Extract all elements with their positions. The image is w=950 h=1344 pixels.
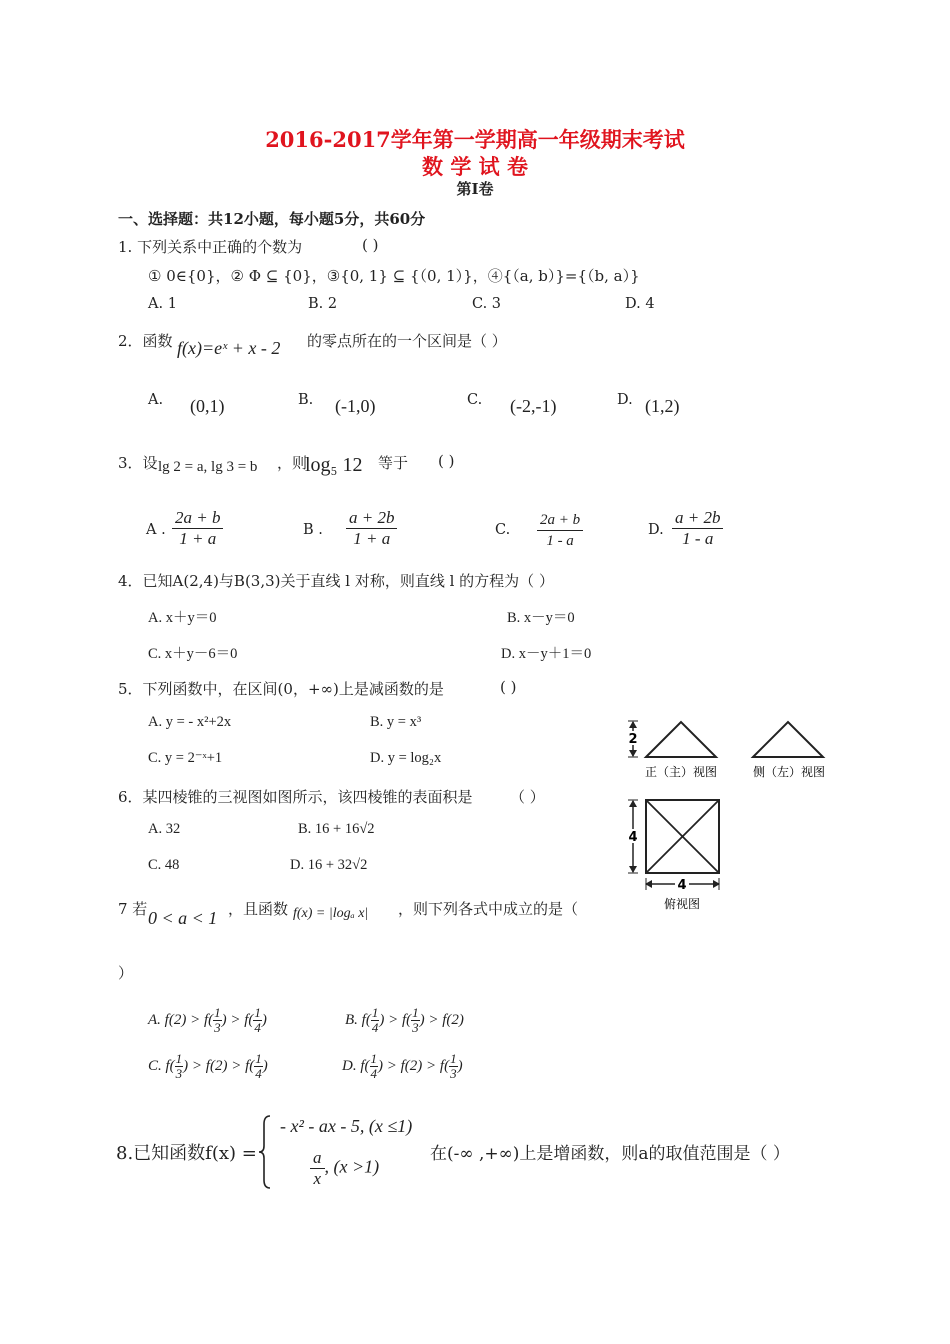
q2-interval-d: (1,2) [645, 396, 680, 416]
q7-b-num2: 1 [412, 1005, 419, 1020]
q4-stem: 4．已知A(2,4)与B(3,3)关于直线 l 对称，则直线 l 的方程为（ ） [118, 572, 554, 590]
q7-a-num2: 1 [254, 1005, 261, 1020]
q7-b-part: ) > f( [379, 1011, 412, 1028]
q7-condition: 0 < a < 1 [148, 908, 218, 928]
q2-formula: f(x)=eˣ + x - 2 [177, 338, 281, 358]
q4-option-a: A. x＋y＝0 [148, 610, 217, 626]
q3-expr: log₅ 12 [305, 454, 363, 476]
q3-option-b-fraction [346, 508, 397, 549]
q6-option-b: B. 16 + 16√2 [298, 821, 375, 837]
q7-c-num1: 1 [175, 1051, 183, 1066]
q7-b-den1: 4 [371, 1020, 379, 1035]
arrow-down-icon [629, 750, 637, 757]
q7-option-d [342, 1052, 463, 1081]
q8-case2-denominator: x [313, 1169, 322, 1188]
q5-option-b: B. y = x³ [370, 714, 422, 730]
q3-a-denominator: 1 + a [179, 529, 217, 548]
q7-a-part: ) > f( [221, 1011, 254, 1028]
front-view-label: 正（主）视图 [644, 765, 718, 779]
q3-label-d: D. [648, 522, 664, 538]
q7-b-num1: 1 [371, 1005, 379, 1020]
q7-a-part: ) [261, 1011, 267, 1028]
arrow-up-icon [629, 800, 637, 807]
q7-a-den2: 4 [254, 1020, 261, 1035]
q3-b-numerator: a + 2b [346, 508, 397, 529]
q3-paren: ( ) [438, 452, 455, 470]
q7-b-part: ) > f(2) [419, 1011, 464, 1028]
front-view-triangle [646, 722, 716, 757]
q1-option-b: B. 2 [308, 296, 338, 312]
q3-stem-pre: 3．设 [118, 454, 158, 472]
q3-d-denominator: 1 - a [682, 529, 714, 548]
q1-option-d: D. 4 [625, 296, 655, 312]
q8-case2-condition: , (x >1) [324, 1156, 380, 1177]
q2-interval-b: (-1,0) [335, 396, 376, 416]
q1-option-a: A. 1 [148, 296, 177, 312]
q6-option-c: C. 48 [148, 857, 180, 873]
q7-c-num2: 1 [255, 1051, 262, 1066]
q3-c-denominator: 1 - a [546, 533, 574, 549]
q3-b-denominator: 1 + a [353, 529, 391, 548]
q1-option-c: C. 3 [472, 296, 502, 312]
q3-label-b: B . [303, 522, 323, 538]
left-brace-icon [258, 1114, 272, 1190]
q3-d-numerator: a + 2b [672, 508, 723, 529]
q7-close-paren: ） [118, 964, 134, 982]
q1-stem: 1. 下列关系中正确的个数为 [118, 238, 303, 256]
q2-interval-c: (-2,-1) [510, 396, 557, 416]
q3-a-numerator: 2a + b [172, 508, 223, 529]
q7-d-part: D. f( [342, 1057, 370, 1074]
exam-subtitle: 数 学 试 卷 [422, 154, 528, 179]
q7-stem-mid: ，且函数 [228, 900, 289, 918]
q7-option-a [148, 1006, 267, 1035]
q2-label-b: B. [298, 392, 314, 408]
section-heading: 一、选择题：共12小题，每小题5分，共60分 [118, 210, 426, 228]
q3-given: lg 2 = a, lg 3 = b [158, 459, 258, 475]
q7-a-num1: 1 [214, 1005, 221, 1020]
q7-d-num2: 1 [450, 1051, 457, 1066]
q7-c-part: ) > f(2) > f( [183, 1057, 255, 1074]
q3-stem-post: 等于 [378, 454, 409, 472]
q7-stem-pre: 7 若 [118, 900, 148, 918]
q2-label-a: A. [148, 392, 164, 408]
side-view-label: 侧（左）视图 [752, 765, 826, 779]
q8-case2 [310, 1148, 379, 1189]
q4-option-b: B. x－y＝0 [507, 610, 575, 626]
q7-d-den2: 3 [450, 1066, 457, 1081]
q7-d-part: ) > f(2) > f( [378, 1057, 450, 1074]
top-view-label: 俯视图 [663, 897, 701, 911]
part-label: 第Ⅰ卷 [456, 180, 494, 198]
q5-option-d: D. y = log₂x [370, 750, 442, 766]
q7-c-part: C. f( [148, 1057, 175, 1074]
q7-c-part: ) [262, 1057, 268, 1074]
height-dimension-label: 2 [628, 732, 638, 747]
q7-option-c [148, 1052, 268, 1081]
q2-interval-a: (0,1) [190, 396, 225, 416]
q7-d-num1: 1 [370, 1051, 377, 1066]
q2-label-d: D. [617, 392, 633, 408]
q7-a-den1: 3 [214, 1020, 221, 1035]
q3-option-c-fraction [537, 510, 583, 551]
q3-option-a-fraction [172, 508, 223, 549]
side-dimension-label: 4 [628, 830, 638, 845]
q2-label-c: C. [467, 392, 483, 408]
q7-d-part: ) [457, 1057, 463, 1074]
q7-a-part: A. f(2) > f( [148, 1011, 214, 1028]
side-view-triangle [753, 722, 823, 757]
q1-paren: ( ) [362, 236, 379, 254]
q4-option-c: C. x＋y－6＝0 [148, 646, 238, 662]
q5-paren: ( ) [500, 678, 517, 696]
q5-option-c: C. y = 2⁻ˣ+1 [148, 750, 223, 766]
q3-option-d-fraction [672, 508, 723, 549]
q5-stem: 5．下列函数中，在区间(0，+∞)上是减函数的是 [118, 680, 444, 698]
q7-c-den2: 4 [255, 1066, 262, 1081]
q5-option-a: A. y = - x²+2x [148, 714, 232, 730]
q2-stem-pre: 2．函数 [118, 332, 173, 350]
q7-c-den1: 3 [175, 1066, 183, 1081]
q7-b-den2: 3 [412, 1020, 419, 1035]
exam-title: 2016-2017学年第一学期高一年级期末考试 [265, 127, 685, 152]
q3-c-numerator: 2a + b [537, 510, 583, 531]
q6-option-a: A. 32 [148, 821, 181, 837]
q7-function: f(x) = |logₐ x| [293, 906, 369, 921]
q3-label-c: C. [495, 522, 511, 538]
q2-stem-post: 的零点所在的一个区间是（ ） [307, 332, 507, 350]
q6-stem: 6．某四棱锥的三视图如图所示，该四棱锥的表面积是 [118, 788, 473, 806]
q8-stem-pre: 8.已知函数f(x) = [116, 1143, 257, 1164]
q6-option-d: D. 16 + 32√2 [290, 857, 368, 873]
arrow-up-icon [629, 721, 637, 728]
bottom-dimension-label: 4 [677, 878, 687, 893]
q4-option-d: D. x－y＋1＝0 [501, 646, 592, 662]
arrow-down-icon [629, 866, 637, 873]
q6-paren: （ ） [510, 788, 545, 806]
q3-label-a: A . [146, 522, 166, 538]
q7-b-part: B. f( [345, 1011, 371, 1028]
q7-d-den1: 4 [370, 1066, 377, 1081]
q1-statements: ① 0∈{0}，② Φ ⊆ {0}，③{0, 1} ⊆ {（0, 1）}，④{（a, b）}={（b, a）} [148, 267, 640, 285]
q7-option-b [345, 1006, 464, 1035]
q8-case2-numerator: a [310, 1148, 325, 1169]
three-view-figure [625, 712, 835, 917]
q8-case1: - x² - ax - 5, (x ≤1) [280, 1116, 413, 1136]
q3-comma: ，则 [277, 454, 308, 472]
q8-stem-post: 在(-∞ ,+∞)上是增函数，则a的取值范围是（ ） [430, 1144, 790, 1164]
q7-stem-post: ，则下列各式中成立的是（ [398, 900, 579, 918]
